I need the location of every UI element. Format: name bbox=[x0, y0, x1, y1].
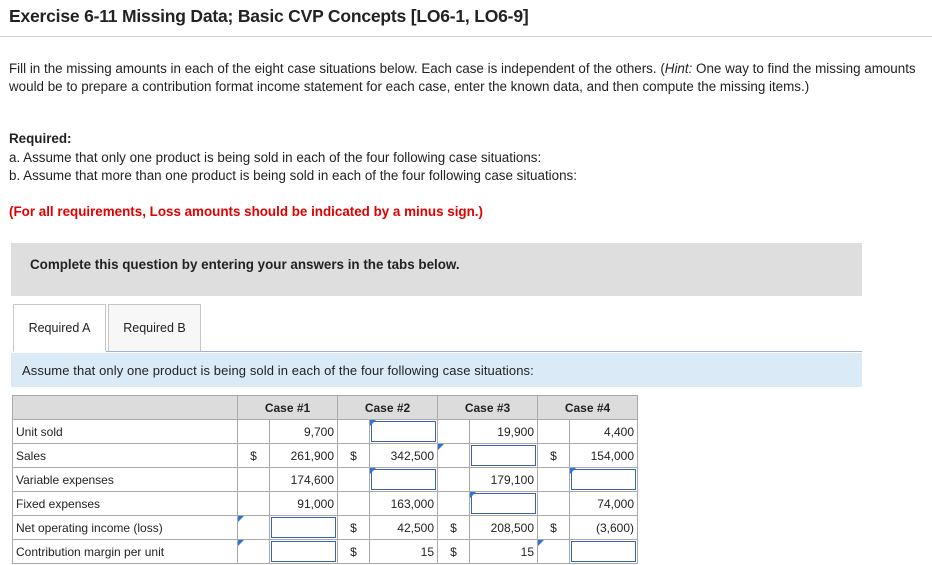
answer-input[interactable] bbox=[371, 421, 436, 442]
case1-currency-input[interactable] bbox=[238, 540, 270, 564]
case4-value: 4,400 bbox=[570, 420, 638, 444]
case1-value: 174,600 bbox=[270, 468, 338, 492]
table-row bbox=[13, 468, 638, 492]
table-row bbox=[13, 516, 638, 540]
loss-note: (For all requirements, Loss amounts should be indicated by a minus sign.) bbox=[9, 204, 483, 219]
case3-value: 179,100 bbox=[470, 468, 538, 492]
answer-input[interactable] bbox=[571, 469, 636, 490]
row-label: Contribution margin per unit bbox=[13, 540, 238, 564]
currency-symbol: $ bbox=[438, 540, 470, 564]
case3-input[interactable] bbox=[470, 492, 538, 516]
currency-cell bbox=[238, 492, 270, 516]
currency-symbol: $ bbox=[538, 516, 570, 540]
currency-cell bbox=[438, 492, 470, 516]
entry-flag-icon bbox=[238, 516, 244, 522]
header-row bbox=[13, 396, 638, 420]
case2-value: 163,000 bbox=[370, 492, 438, 516]
case4-value: 74,000 bbox=[570, 492, 638, 516]
entry-flag-icon bbox=[470, 492, 476, 498]
case3-input[interactable] bbox=[470, 444, 538, 468]
entry-flag-icon bbox=[570, 468, 576, 474]
case1-input[interactable] bbox=[270, 540, 338, 564]
currency-cell bbox=[238, 468, 270, 492]
row-label: Sales bbox=[13, 444, 238, 468]
row-label: Net operating income (loss) bbox=[13, 516, 238, 540]
answer-input[interactable] bbox=[271, 517, 336, 538]
case1-value: 261,900 bbox=[270, 444, 338, 468]
case2-value: 342,500 bbox=[370, 444, 438, 468]
answer-input[interactable] bbox=[371, 469, 436, 490]
tab-required-a[interactable]: Required A bbox=[13, 304, 106, 352]
currency-cell bbox=[538, 420, 570, 444]
row-label: Unit sold bbox=[13, 420, 238, 444]
case1-currency-input[interactable] bbox=[238, 516, 270, 540]
case2-input[interactable] bbox=[370, 468, 438, 492]
header-blank bbox=[13, 396, 238, 420]
case2-value: 15 bbox=[370, 540, 438, 564]
case3-value: 19,900 bbox=[470, 420, 538, 444]
required-b-text: b. Assume that more than one product is being sold in each of the four following case situations: bbox=[9, 168, 577, 183]
currency-cell bbox=[438, 420, 470, 444]
assumption-banner bbox=[11, 353, 862, 387]
required-a-text: a. Assume that only one product is being sold in each of the four following case situations: bbox=[9, 150, 542, 165]
entry-flag-icon bbox=[370, 468, 376, 474]
entry-flag-icon bbox=[438, 444, 444, 450]
exercise-title: Exercise 6-11 Missing Data; Basic CVP Concepts [LO6-1, LO6-9] bbox=[9, 6, 529, 26]
case-table bbox=[12, 395, 638, 564]
currency-cell bbox=[338, 468, 370, 492]
case3-currency-input[interactable] bbox=[438, 444, 470, 468]
table-row bbox=[13, 420, 638, 444]
answer-input[interactable] bbox=[471, 493, 536, 514]
case1-input[interactable] bbox=[270, 516, 338, 540]
case1-value: 9,700 bbox=[270, 420, 338, 444]
currency-cell bbox=[338, 492, 370, 516]
currency-symbol: $ bbox=[338, 540, 370, 564]
instruction-banner bbox=[11, 243, 862, 296]
table-row bbox=[13, 492, 638, 516]
entry-flag-icon bbox=[538, 540, 544, 546]
currency-symbol: $ bbox=[238, 444, 270, 468]
currency-cell bbox=[438, 468, 470, 492]
answer-input[interactable] bbox=[471, 445, 536, 466]
row-label: Fixed expenses bbox=[13, 492, 238, 516]
case2-input[interactable] bbox=[370, 420, 438, 444]
case4-input[interactable] bbox=[570, 540, 638, 564]
entry-flag-icon bbox=[238, 540, 244, 546]
case1-value: 91,000 bbox=[270, 492, 338, 516]
case4-currency-input[interactable] bbox=[538, 540, 570, 564]
hint-label: Hint: bbox=[664, 61, 693, 76]
header-case-2: Case #2 bbox=[338, 396, 438, 420]
answer-input[interactable] bbox=[571, 541, 636, 562]
currency-symbol: $ bbox=[338, 516, 370, 540]
case2-value: 42,500 bbox=[370, 516, 438, 540]
table-row bbox=[13, 540, 638, 564]
header-case-1: Case #1 bbox=[238, 396, 338, 420]
tab-required-b[interactable]: Required B bbox=[108, 304, 201, 352]
case3-value: 15 bbox=[470, 540, 538, 564]
table-row bbox=[13, 444, 638, 468]
currency-cell bbox=[238, 420, 270, 444]
currency-cell bbox=[538, 492, 570, 516]
banner-text: Complete this question by entering your answers in the tabs below. bbox=[30, 257, 460, 272]
currency-cell bbox=[338, 420, 370, 444]
currency-cell bbox=[538, 468, 570, 492]
case3-value: 208,500 bbox=[470, 516, 538, 540]
row-label: Variable expenses bbox=[13, 468, 238, 492]
currency-symbol: $ bbox=[438, 516, 470, 540]
header-case-3: Case #3 bbox=[438, 396, 538, 420]
required-heading: Required: bbox=[9, 131, 72, 146]
title-divider bbox=[0, 36, 932, 37]
case4-input[interactable] bbox=[570, 468, 638, 492]
header-case-4: Case #4 bbox=[538, 396, 638, 420]
assumption-text: Assume that only one product is being sold in each of the four following case situations: bbox=[22, 363, 534, 378]
instructions-text-2: One way to find the missing amounts would be to prepare a contribution format income statement for each case, enter the known data, and then compute the missing items.) bbox=[9, 61, 916, 94]
currency-symbol: $ bbox=[338, 444, 370, 468]
instructions bbox=[9, 60, 927, 95]
entry-flag-icon bbox=[370, 420, 376, 426]
currency-symbol: $ bbox=[538, 444, 570, 468]
case4-value: (3,600) bbox=[570, 516, 638, 540]
case4-value: 154,000 bbox=[570, 444, 638, 468]
answer-input[interactable] bbox=[271, 541, 336, 562]
instructions-text-1: Fill in the missing amounts in each of the eight case situations below. Each case is independent of the others. ( bbox=[9, 61, 665, 76]
tab-underline bbox=[106, 351, 862, 352]
